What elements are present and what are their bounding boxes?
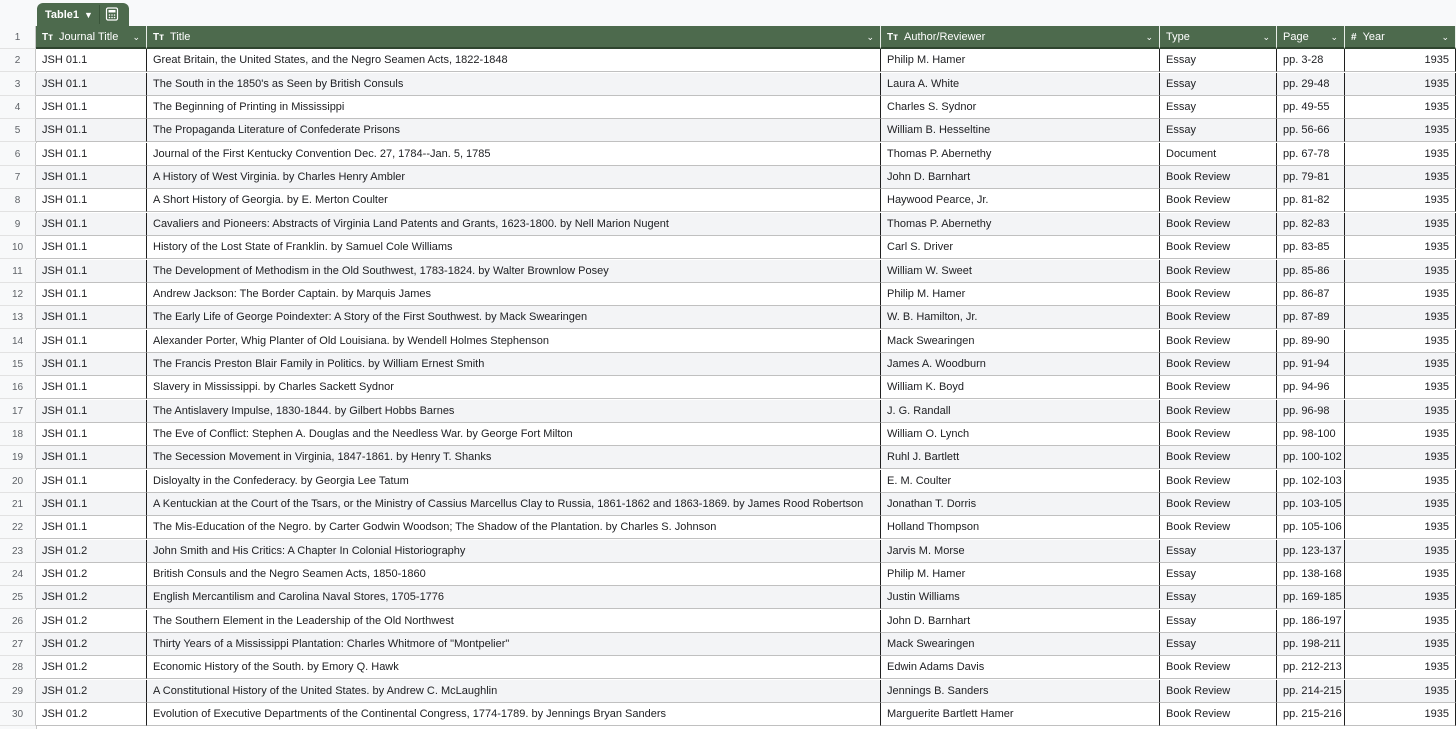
table-cell[interactable]: JSH 01.1 — [36, 516, 147, 539]
table-row — [0, 213, 1456, 236]
table-cell[interactable]: pp. 81-82 — [1277, 189, 1345, 212]
chevron-down-icon[interactable]: ⌄ — [866, 32, 874, 42]
row-number[interactable]: 18 — [0, 423, 36, 446]
table-cell[interactable]: JSH 01.1 — [36, 143, 147, 166]
column-header[interactable] — [881, 26, 1160, 49]
table-cell[interactable]: Book Review — [1160, 306, 1277, 329]
table-cell[interactable]: The Antislavery Impulse, 1830-1844. by Gilbert Hobbs Barnes — [147, 400, 881, 423]
table-cell[interactable]: 1935 — [1345, 703, 1456, 726]
table-cell[interactable]: William K. Boyd — [881, 376, 1160, 399]
table-cell[interactable]: Laura A. White — [881, 73, 1160, 96]
table-cell[interactable]: John Smith and His Critics: A Chapter In Colonial Historiography — [147, 540, 881, 563]
table-cell[interactable]: JSH 01.1 — [36, 423, 147, 446]
table-cell[interactable]: JSH 01.1 — [36, 470, 147, 493]
row-number[interactable]: 8 — [0, 189, 36, 212]
table-row — [0, 353, 1456, 376]
table-cell[interactable]: William W. Sweet — [881, 260, 1160, 283]
row-number[interactable]: 7 — [0, 166, 36, 189]
table-cell[interactable]: JSH 01.1 — [36, 493, 147, 516]
table-cell[interactable]: Book Review — [1160, 189, 1277, 212]
table-cell[interactable]: pp. 96-98 — [1277, 400, 1345, 423]
table-cell[interactable]: Alexander Porter, Whig Planter of Old Louisiana. by Wendell Holmes Stephenson — [147, 330, 881, 353]
table-cell[interactable]: pp. 94-96 — [1277, 376, 1345, 399]
table-tab-strip — [36, 0, 1456, 26]
table-cell[interactable]: JSH 01.1 — [36, 49, 147, 72]
table-cell[interactable]: Disloyalty in the Confederacy. by Georgia Lee Tatum — [147, 470, 881, 493]
text-type-icon: Tт — [42, 32, 54, 43]
table-cell[interactable]: Book Review — [1160, 213, 1277, 236]
chevron-down-icon[interactable]: ⌄ — [1145, 32, 1153, 42]
table-cell[interactable]: 1935 — [1345, 119, 1456, 142]
row-number[interactable]: 13 — [0, 306, 36, 329]
table-cell[interactable]: Document — [1160, 143, 1277, 166]
row-number[interactable]: 29 — [0, 680, 36, 703]
table-cell[interactable]: A Short History of Georgia. by E. Merton Coulter — [147, 189, 881, 212]
table-row — [0, 610, 1456, 633]
table-row — [0, 400, 1456, 423]
row-number[interactable]: 25 — [0, 586, 36, 609]
table-cell[interactable]: Justin Williams — [881, 586, 1160, 609]
table-cell[interactable]: 1935 — [1345, 540, 1456, 563]
table-tab[interactable] — [37, 3, 129, 26]
table-cell[interactable]: Book Review — [1160, 260, 1277, 283]
table-cell[interactable]: W. B. Hamilton, Jr. — [881, 306, 1160, 329]
table-cell[interactable]: Book Review — [1160, 283, 1277, 306]
table-cell[interactable]: Charles S. Sydnor — [881, 96, 1160, 119]
table-cell[interactable]: JSH 01.1 — [36, 353, 147, 376]
chevron-down-icon[interactable]: ⌄ — [1441, 32, 1449, 42]
table-cell[interactable]: Haywood Pearce, Jr. — [881, 189, 1160, 212]
row-number[interactable]: 11 — [0, 260, 36, 283]
table-cell[interactable]: 1935 — [1345, 470, 1456, 493]
chevron-down-icon[interactable]: ▼ — [84, 9, 93, 20]
table-cell[interactable]: 1935 — [1345, 610, 1456, 633]
table-cell[interactable]: pp. 82-83 — [1277, 213, 1345, 236]
row-number[interactable]: 1 — [0, 26, 36, 49]
table-cell[interactable]: JSH 01.1 — [36, 376, 147, 399]
table-cell[interactable]: Slavery in Mississippi. by Charles Sackett Sydnor — [147, 376, 881, 399]
table-cell[interactable]: 1935 — [1345, 353, 1456, 376]
row-number[interactable]: 17 — [0, 400, 36, 423]
table-cell[interactable]: Carl S. Driver — [881, 236, 1160, 259]
table-cell[interactable]: JSH 01.2 — [36, 563, 147, 586]
header-row — [0, 26, 1456, 49]
column-header-label: Type — [1166, 31, 1190, 43]
table-cell[interactable]: JSH 01.1 — [36, 96, 147, 119]
table-cell[interactable]: Book Review — [1160, 166, 1277, 189]
row-number[interactable]: 21 — [0, 493, 36, 516]
column-header[interactable] — [1160, 26, 1277, 49]
table-cell[interactable]: John D. Barnhart — [881, 610, 1160, 633]
row-number[interactable]: 6 — [0, 143, 36, 166]
chevron-down-icon[interactable]: ⌄ — [1262, 32, 1270, 42]
table-cell[interactable]: JSH 01.1 — [36, 400, 147, 423]
table-cell[interactable]: The Eve of Conflict: Stephen A. Douglas and the Needless War. by George Fort Milton — [147, 423, 881, 446]
table-cell[interactable]: JSH 01.1 — [36, 73, 147, 96]
table-cell[interactable]: J. G. Randall — [881, 400, 1160, 423]
row-number[interactable]: 2 — [0, 49, 36, 72]
table-cell[interactable]: Philip M. Hamer — [881, 563, 1160, 586]
table-cell[interactable]: Essay — [1160, 540, 1277, 563]
table-cell[interactable]: Jennings B. Sanders — [881, 680, 1160, 703]
table-cell[interactable]: Essay — [1160, 610, 1277, 633]
chevron-down-icon[interactable]: ⌄ — [132, 32, 140, 42]
table-cell[interactable]: pp. 67-78 — [1277, 143, 1345, 166]
table-cell[interactable]: Ruhl J. Bartlett — [881, 446, 1160, 469]
table-cell[interactable]: JSH 01.1 — [36, 166, 147, 189]
row-number[interactable]: 22 — [0, 516, 36, 539]
table-row — [0, 330, 1456, 353]
table-cell[interactable]: The Secession Movement in Virginia, 1847-1861. by Henry T. Shanks — [147, 446, 881, 469]
table-cell[interactable]: Book Review — [1160, 400, 1277, 423]
table-row — [0, 680, 1456, 703]
row-number[interactable]: 14 — [0, 330, 36, 353]
table-row — [0, 260, 1456, 283]
table-cell[interactable]: The Development of Methodism in the Old Southwest, 1783-1824. by Walter Brownlow Posey — [147, 260, 881, 283]
table-cell[interactable]: Thomas P. Abernethy — [881, 143, 1160, 166]
table-cell[interactable]: The South in the 1850's as Seen by British Consuls — [147, 73, 881, 96]
table-cell[interactable]: Book Review — [1160, 446, 1277, 469]
table-cell[interactable]: A History of West Virginia. by Charles Henry Ambler — [147, 166, 881, 189]
table-cell[interactable]: Book Review — [1160, 680, 1277, 703]
table-cell[interactable]: Cavaliers and Pioneers: Abstracts of Virginia Land Patents and Grants, 1623-1800. by Nell Marion Nugent — [147, 213, 881, 236]
table-row — [0, 423, 1456, 446]
column-header[interactable] — [1277, 26, 1345, 49]
table-cell[interactable]: 1935 — [1345, 376, 1456, 399]
table-cell[interactable]: JSH 01.2 — [36, 680, 147, 703]
row-number[interactable]: 16 — [0, 376, 36, 399]
column-header[interactable] — [1345, 26, 1456, 49]
table-cell[interactable]: 1935 — [1345, 49, 1456, 72]
table-row — [0, 189, 1456, 212]
table-cell[interactable]: Book Review — [1160, 423, 1277, 446]
table-cell[interactable]: William O. Lynch — [881, 423, 1160, 446]
table-cell[interactable]: pp. 186-197 — [1277, 610, 1345, 633]
row-number[interactable]: 19 — [0, 446, 36, 469]
table-cell[interactable]: Book Review — [1160, 470, 1277, 493]
table-cell[interactable]: A Constitutional History of the United States. by Andrew C. McLaughlin — [147, 680, 881, 703]
table-cell[interactable]: Thirty Years of a Mississippi Plantation: Charles Whitmore of "Montpelier" — [147, 633, 881, 656]
table-cell[interactable]: pp. 87-89 — [1277, 306, 1345, 329]
table-cell[interactable]: pp. 56-66 — [1277, 119, 1345, 142]
chevron-down-icon[interactable]: ⌄ — [1330, 32, 1338, 42]
table-cell[interactable]: Holland Thompson — [881, 516, 1160, 539]
column-header[interactable] — [36, 26, 147, 49]
table-cell[interactable]: Mack Swearingen — [881, 330, 1160, 353]
table-cell[interactable]: JSH 01.1 — [36, 189, 147, 212]
table-cell[interactable]: Book Review — [1160, 236, 1277, 259]
column-header[interactable] — [147, 26, 881, 49]
table-cell[interactable]: Essay — [1160, 73, 1277, 96]
row-number[interactable]: 27 — [0, 633, 36, 656]
row-number[interactable]: 23 — [0, 540, 36, 563]
table-row — [0, 703, 1456, 726]
table-cell[interactable]: Book Review — [1160, 656, 1277, 679]
table-cell[interactable]: The Francis Preston Blair Family in Politics. by William Ernest Smith — [147, 353, 881, 376]
table-cell[interactable]: Marguerite Bartlett Hamer — [881, 703, 1160, 726]
text-type-icon: Tт — [153, 32, 165, 43]
text-type-icon: Tт — [887, 32, 899, 43]
table-row — [0, 446, 1456, 469]
table-cell[interactable]: pp. 212-213 — [1277, 656, 1345, 679]
table-cell[interactable]: JSH 01.1 — [36, 330, 147, 353]
table-cell[interactable]: 1935 — [1345, 189, 1456, 212]
table-cell[interactable]: pp. 79-81 — [1277, 166, 1345, 189]
table-cell[interactable]: pp. 214-215 — [1277, 680, 1345, 703]
table-cell[interactable]: Book Review — [1160, 703, 1277, 726]
table-cell[interactable]: Mack Swearingen — [881, 633, 1160, 656]
table-cell[interactable]: pp. 198-211 — [1277, 633, 1345, 656]
table-cell[interactable]: Essay — [1160, 563, 1277, 586]
table-cell[interactable]: JSH 01.1 — [36, 119, 147, 142]
table-cell[interactable]: 1935 — [1345, 633, 1456, 656]
table-cell[interactable]: pp. 215-216 — [1277, 703, 1345, 726]
table-cell[interactable]: Essay — [1160, 586, 1277, 609]
table-row — [0, 563, 1456, 586]
table-cell[interactable]: 1935 — [1345, 423, 1456, 446]
table-cell[interactable]: E. M. Coulter — [881, 470, 1160, 493]
table-cell[interactable]: Journal of the First Kentucky Convention Dec. 27, 1784--Jan. 5, 1785 — [147, 143, 881, 166]
table-row — [0, 73, 1456, 96]
calculator-icon[interactable] — [105, 7, 119, 21]
table-cell[interactable]: JSH 01.2 — [36, 633, 147, 656]
table-cell[interactable]: The Mis-Education of the Negro. by Carter Godwin Woodson; The Shadow of the Plantation. by Charles S. Johnson — [147, 516, 881, 539]
table-cell[interactable]: The Early Life of George Poindexter: A Story of the First Southwest. by Mack Swearingen — [147, 306, 881, 329]
table-cell[interactable]: John D. Barnhart — [881, 166, 1160, 189]
table-cell[interactable]: 1935 — [1345, 586, 1456, 609]
row-number[interactable]: 20 — [0, 470, 36, 493]
table-cell[interactable]: Essay — [1160, 633, 1277, 656]
column-header-label: Journal Title — [59, 31, 119, 43]
row-number[interactable]: 15 — [0, 353, 36, 376]
table-cell[interactable]: 1935 — [1345, 260, 1456, 283]
table-cell[interactable]: A Kentuckian at the Court of the Tsars, or the Ministry of Cassius Marcellus Clay to Russia, 1861-1862 and 1863-1869. by James Rood Robertson — [147, 493, 881, 516]
number-type-icon: # — [1351, 32, 1357, 43]
table-row — [0, 306, 1456, 329]
table-cell[interactable]: JSH 01.2 — [36, 703, 147, 726]
table-row — [0, 586, 1456, 609]
table-cell[interactable]: 1935 — [1345, 283, 1456, 306]
table-cell[interactable]: pp. 103-105 — [1277, 493, 1345, 516]
table-cell[interactable]: JSH 01.1 — [36, 213, 147, 236]
column-header-label: Page — [1283, 31, 1309, 43]
table-cell[interactable]: JSH 01.2 — [36, 610, 147, 633]
table-cell[interactable]: English Mercantilism and Carolina Naval Stores, 1705-1776 — [147, 586, 881, 609]
table-cell[interactable]: 1935 — [1345, 656, 1456, 679]
table-cell[interactable]: 1935 — [1345, 166, 1456, 189]
column-header-label: Title — [170, 31, 191, 43]
table-row — [0, 166, 1456, 189]
table-cell[interactable]: JSH 01.1 — [36, 306, 147, 329]
row-number[interactable]: 28 — [0, 656, 36, 679]
table-cell[interactable]: Jarvis M. Morse — [881, 540, 1160, 563]
table-cell[interactable]: Book Review — [1160, 493, 1277, 516]
row-number[interactable]: 10 — [0, 236, 36, 259]
table-cell[interactable]: pp. 169-185 — [1277, 586, 1345, 609]
table-cell[interactable]: William B. Hesseltine — [881, 119, 1160, 142]
table-cell[interactable]: The Propaganda Literature of Confederate Prisons — [147, 119, 881, 142]
table-cell[interactable]: Evolution of Executive Departments of the Continental Congress, 1774-1789. by Jennings Bryan Sanders — [147, 703, 881, 726]
table-cell[interactable]: 1935 — [1345, 73, 1456, 96]
table-cell[interactable]: pp. 100-102 — [1277, 446, 1345, 469]
table-cell[interactable]: pp. 49-55 — [1277, 96, 1345, 119]
table-cell[interactable]: The Southern Element in the Leadership of the Old Northwest — [147, 610, 881, 633]
table-cell[interactable]: pp. 85-86 — [1277, 260, 1345, 283]
table-cell[interactable]: JSH 01.1 — [36, 236, 147, 259]
table-cell[interactable]: 1935 — [1345, 680, 1456, 703]
table-cell[interactable]: Essay — [1160, 49, 1277, 72]
table-cell[interactable]: 1935 — [1345, 236, 1456, 259]
table-row — [0, 470, 1456, 493]
table-cell[interactable]: 1935 — [1345, 400, 1456, 423]
table-row — [0, 96, 1456, 119]
table-cell[interactable]: 1935 — [1345, 563, 1456, 586]
table-row — [0, 283, 1456, 306]
table-cell[interactable]: pp. 98-100 — [1277, 423, 1345, 446]
row-number[interactable]: 5 — [0, 119, 36, 142]
table-cell[interactable]: 1935 — [1345, 330, 1456, 353]
tab-divider — [99, 5, 100, 24]
table-cell[interactable]: Essay — [1160, 119, 1277, 142]
table-cell[interactable]: pp. 138-168 — [1277, 563, 1345, 586]
table-cell[interactable]: pp. 123-137 — [1277, 540, 1345, 563]
table-cell[interactable]: 1935 — [1345, 446, 1456, 469]
table-cell[interactable]: pp. 83-85 — [1277, 236, 1345, 259]
table-cell[interactable]: Book Review — [1160, 376, 1277, 399]
row-number[interactable]: 9 — [0, 213, 36, 236]
table-cell[interactable]: Book Review — [1160, 330, 1277, 353]
table-name: Table1 — [45, 8, 80, 21]
table-row — [0, 656, 1456, 679]
table-cell[interactable]: Book Review — [1160, 516, 1277, 539]
table-cell[interactable]: James A. Woodburn — [881, 353, 1160, 376]
table-cell[interactable]: Andrew Jackson: The Border Captain. by Marquis James — [147, 283, 881, 306]
table-cell[interactable]: Essay — [1160, 96, 1277, 119]
table-cell[interactable]: Philip M. Hamer — [881, 283, 1160, 306]
table-cell[interactable]: 1935 — [1345, 306, 1456, 329]
column-header-label: Year — [1362, 31, 1385, 43]
table-cell[interactable]: JSH 01.1 — [36, 283, 147, 306]
table-cell[interactable]: pp. 3-28 — [1277, 49, 1345, 72]
row-number[interactable]: 30 — [0, 703, 36, 726]
table-cell[interactable]: Thomas P. Abernethy — [881, 213, 1160, 236]
table-cell[interactable]: pp. 86-87 — [1277, 283, 1345, 306]
table-cell[interactable]: Great Britain, the United States, and the Negro Seamen Acts, 1822-1848 — [147, 49, 881, 72]
table-row — [0, 540, 1456, 563]
table-cell[interactable]: pp. 102-103 — [1277, 470, 1345, 493]
table-cell[interactable]: 1935 — [1345, 493, 1456, 516]
table-row — [0, 119, 1456, 142]
table-cell[interactable]: Jonathan T. Dorris — [881, 493, 1160, 516]
table-cell[interactable]: JSH 01.2 — [36, 540, 147, 563]
table-cell[interactable]: pp. 89-90 — [1277, 330, 1345, 353]
table-row — [0, 633, 1456, 656]
table-cell[interactable]: 1935 — [1345, 143, 1456, 166]
table-cell[interactable]: JSH 01.1 — [36, 446, 147, 469]
table-row — [0, 376, 1456, 399]
table-cell[interactable]: JSH 01.2 — [36, 586, 147, 609]
table-cell[interactable]: JSH 01.1 — [36, 260, 147, 283]
table-row — [0, 516, 1456, 539]
table-cell[interactable]: pp. 29-48 — [1277, 73, 1345, 96]
table-cell[interactable]: History of the Lost State of Franklin. by Samuel Cole Williams — [147, 236, 881, 259]
row-number[interactable]: 24 — [0, 563, 36, 586]
row-number[interactable]: 4 — [0, 96, 36, 119]
row-number[interactable]: 12 — [0, 283, 36, 306]
table-cell[interactable]: 1935 — [1345, 516, 1456, 539]
table-row — [0, 493, 1456, 516]
table-cell[interactable]: The Beginning of Printing in Mississippi — [147, 96, 881, 119]
table-cell[interactable]: Book Review — [1160, 353, 1277, 376]
table-row — [0, 143, 1456, 166]
table-row — [0, 236, 1456, 259]
table-cell[interactable]: JSH 01.2 — [36, 656, 147, 679]
table-row — [0, 49, 1456, 72]
column-header-label: Author/Reviewer — [904, 31, 986, 43]
row-number[interactable]: 3 — [0, 73, 36, 96]
table-cell[interactable]: pp. 105-106 — [1277, 516, 1345, 539]
table-cell[interactable]: British Consuls and the Negro Seamen Acts, 1850-1860 — [147, 563, 881, 586]
table-cell[interactable]: 1935 — [1345, 96, 1456, 119]
table-cell[interactable]: Philip M. Hamer — [881, 49, 1160, 72]
table-cell[interactable]: 1935 — [1345, 213, 1456, 236]
table-cell[interactable]: Economic History of the South. by Emory Q. Hawk — [147, 656, 881, 679]
table-cell[interactable]: pp. 91-94 — [1277, 353, 1345, 376]
row-number[interactable]: 26 — [0, 610, 36, 633]
table-cell[interactable]: Edwin Adams Davis — [881, 656, 1160, 679]
